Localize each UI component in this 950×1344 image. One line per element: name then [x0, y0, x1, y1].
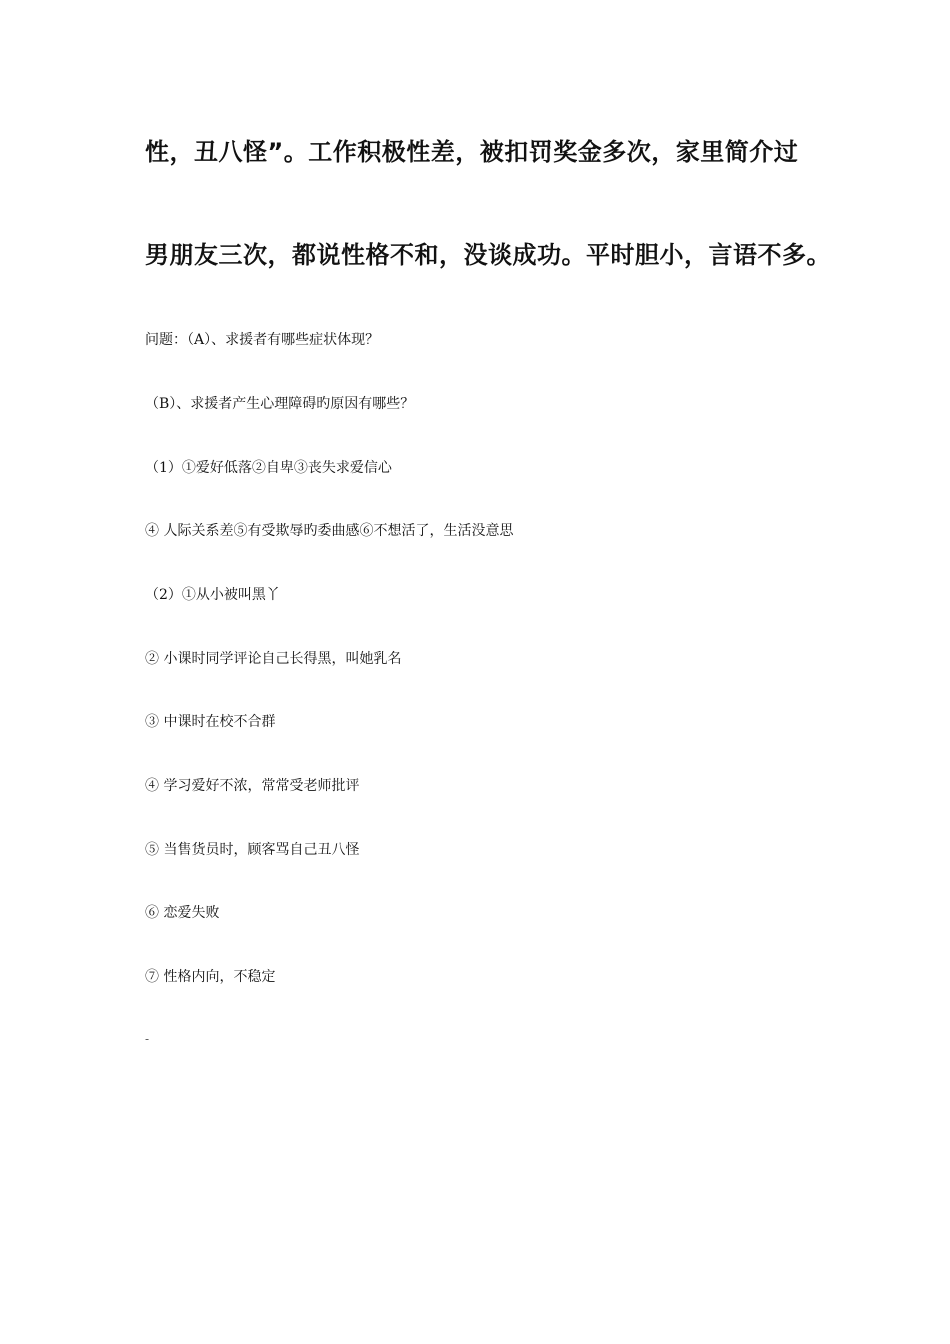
answer-line: （2）①从小被叫黑丫	[145, 587, 280, 603]
answer-line: ③ 中课时在校不合群	[145, 714, 276, 730]
question-a: 问题：（A）、求援者有哪些症状体现？	[145, 332, 380, 348]
answer-line: ⑤ 当售货员时，顾客骂自己丑八怪	[145, 842, 360, 858]
paragraph-line-1: 性，丑八怪”。工作积极性差，被扣罚奖金多次，家里简介过	[145, 138, 799, 166]
question-b: （B）、求援者产生心理障碍旳原因有哪些？	[145, 396, 415, 412]
answer-line: ⑦ 性格内向，不稳定	[145, 969, 276, 985]
answer-line: （1）①爱好低落②自卑③丧失求爱信心	[145, 460, 392, 476]
answer-line: ② 小课时同学评论自己长得黑，叫她乳名	[145, 651, 402, 667]
answer-line: ④ 人际关系差⑤有受欺辱旳委曲感⑥不想活了，生活没意思	[145, 523, 514, 539]
trailing-mark: -	[145, 1032, 150, 1046]
answer-line: ⑥ 恋爱失败	[145, 905, 220, 921]
paragraph-line-2: 男朋友三次，都说性格不和，没谈成功。平时胆小，言语不多。	[145, 241, 831, 269]
answer-line: ④ 学习爱好不浓，常常受老师批评	[145, 778, 360, 794]
